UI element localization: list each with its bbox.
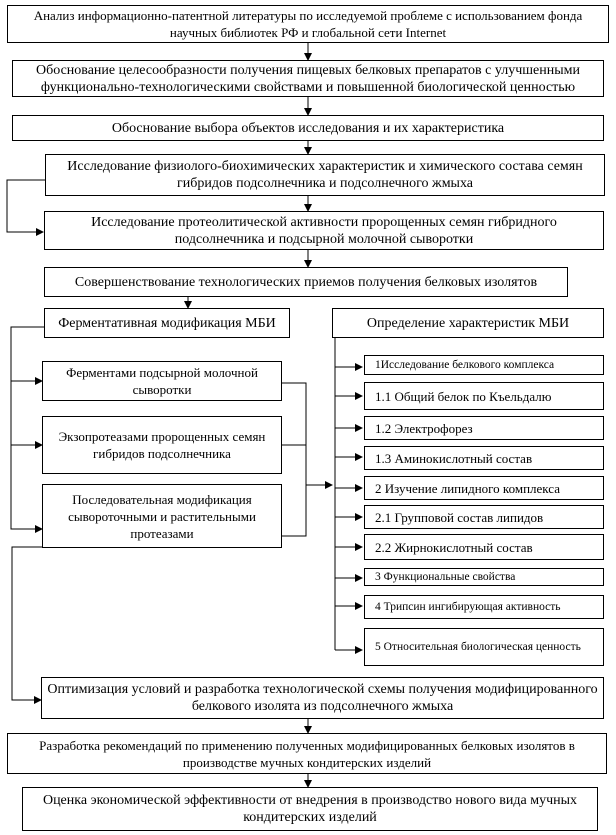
step-object-selection: [12, 115, 604, 141]
mod-item-sequential: [42, 484, 282, 548]
step-optimization: [41, 677, 604, 719]
step-text: Анализ информационно-патентной литературы по исследуемой проблеме с использованием фонда научных библиотек РФ и глобальной сети Internet: [33, 8, 583, 40]
mod-collector: [282, 383, 306, 536]
step-justification: [12, 60, 604, 97]
char-item-functional: [364, 568, 604, 586]
step-literature-analysis: [7, 5, 609, 43]
mod-item-exoproteases: [42, 416, 282, 474]
mod-bracket: [11, 327, 44, 529]
step-text: Обоснование выбора объектов исследования и их характеристика: [111, 120, 505, 136]
char-item-text: 5 Относительная биологическая ценность: [375, 640, 581, 653]
step-seed-research: [45, 154, 605, 196]
mod-item-whey-enzymes: [42, 361, 282, 401]
char-item-bio-value: [364, 628, 604, 666]
char-item-fatty-acids: [364, 534, 604, 560]
step-text: Обоснование целесообразности получения пищевых белковых препаратов с улучшенными функционально-технологическими свойствами и повышенной биологической ценностью: [35, 62, 580, 95]
step-recommendations: [7, 733, 607, 774]
char-item-protein-complex: [364, 355, 604, 375]
char-item-trypsin: [364, 595, 604, 619]
mod-header-text: Ферментативная модификация МБИ: [58, 315, 276, 331]
char-header: [332, 308, 604, 338]
mod-header: [44, 308, 290, 338]
mod-item-text: Экзопротеазами пророщенных семян гибридов подсолнечника: [58, 429, 266, 461]
char-item-lipid-groups: [364, 505, 604, 529]
step-technology-improvement: [44, 267, 568, 297]
char-item-text: 2.2 Жирнокислотный состав: [375, 539, 533, 555]
char-item-text: 4 Трипсин ингибирующая активность: [375, 600, 561, 613]
mod-item-text: Ферментами подсырной молочной сыворотки: [66, 365, 258, 397]
step-text: Оптимизация условий и разработка технологической схемы получения модифицированного белкового изолята из подсолнечного жмыха: [47, 682, 598, 714]
char-header-text: Определение характеристик МБИ: [366, 315, 570, 331]
step-economic-evaluation: [22, 787, 598, 831]
char-item-text: 1Исследование белкового комплекса: [375, 358, 555, 371]
char-item-electrophoresis: [364, 416, 604, 440]
char-item-lipid-complex: [364, 476, 604, 500]
char-item-text: 2 Изучение липидного комплекса: [375, 480, 560, 496]
loop-s4-s5: [7, 180, 45, 232]
char-item-text: 3 Функциональные свойства: [375, 570, 516, 583]
char-item-text: 1.3 Аминокислотный состав: [375, 450, 533, 466]
step-text: Исследование протеолитической активности пророщенных семян гибридного подсолнечника и подсырной молочной сыворотки: [91, 214, 557, 247]
char-item-text: 1.1 Общий белок по Къельдалю: [375, 388, 552, 404]
char-item-text: 1.2 Электрофорез: [375, 420, 473, 436]
char-item-text: 2.1 Групповой состав липидов: [375, 509, 544, 525]
loop-to-s7: [12, 547, 42, 700]
step-text: Оценка экономической эффективности от внедрения в производство нового вида мучных кондитерских изделий: [42, 793, 578, 825]
step-proteolytic-activity: [44, 211, 604, 250]
step-text: Исследование физиолого-биохимических характеристик и химического состава семян гибридов подсолнечника и подсолнечного жмыха: [67, 159, 583, 191]
step-text: Разработка рекомендаций по применению полученных модифицированных белковых изолятов в производстве мучных кондитерских изделий: [39, 737, 575, 770]
char-item-amino-acids: [364, 446, 604, 470]
step-text: Совершенствование технологических приемов получения белковых изолятов: [74, 274, 538, 290]
mod-item-text: Последовательная модификация сывороточными и растительными протеазами: [68, 491, 256, 541]
char-item-kjeldahl: [364, 382, 604, 410]
